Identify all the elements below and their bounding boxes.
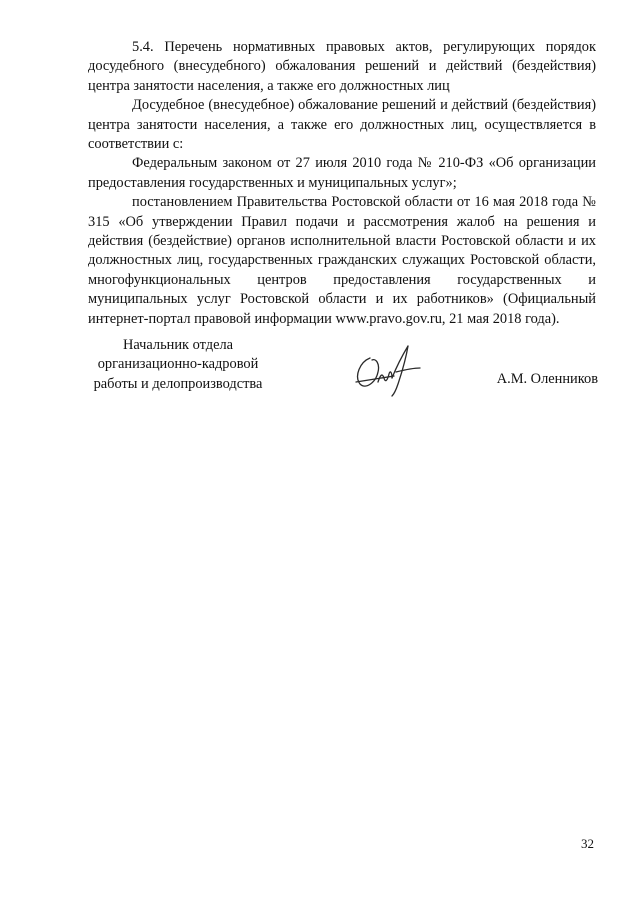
paragraph-appeal-procedure: Досудебное (внесудебное) обжалование решений и действий (бездействия) центра занятости населения, а также его должностных лиц, осуществляется в соответствии с:	[88, 97, 596, 153]
signer-position	[78, 336, 278, 394]
paragraph-section-5-4-heading: 5.4. Перечень нормативных правовых актов, регулирующих порядок досудебного (внесудебного) обжалования решений и действий (бездействия) центра занятости населения, а также его должностных лиц	[88, 39, 596, 94]
document-body	[88, 38, 596, 329]
signer-position-line: организационно-кадровой	[97, 356, 259, 373]
signer-position-line: Начальник отдела	[122, 337, 234, 353]
signer-position-line: работы и делопроизводства	[93, 375, 263, 392]
paragraph-federal-law: Федеральным законом от 27 июля 2010 года № 210-ФЗ «Об организации предоставления государственных и муниципальных услуг»;	[88, 155, 596, 191]
signature-block	[78, 336, 598, 406]
handwritten-signature	[348, 338, 428, 398]
page-number: 32	[581, 836, 594, 851]
paragraph-regional-decree: постановлением Правительства Ростовской области от 16 мая 2018 года № 315 «Об утверждении Правил подачи и рассмотрения жалоб на решения и действия (бездействие) органов исполнительной власти Ростовской области и их должностных лиц, государственных гражданских служащих Ростовской области, многофункциональных центров предоставления государственных и муниципальных услуг Ростовской области и их работников» (Официальный интернет-портал правовой информации www.pravo.gov.ru, 21 мая 2018 года).	[88, 194, 596, 327]
signer-name: А.М. Оленников	[496, 371, 598, 387]
